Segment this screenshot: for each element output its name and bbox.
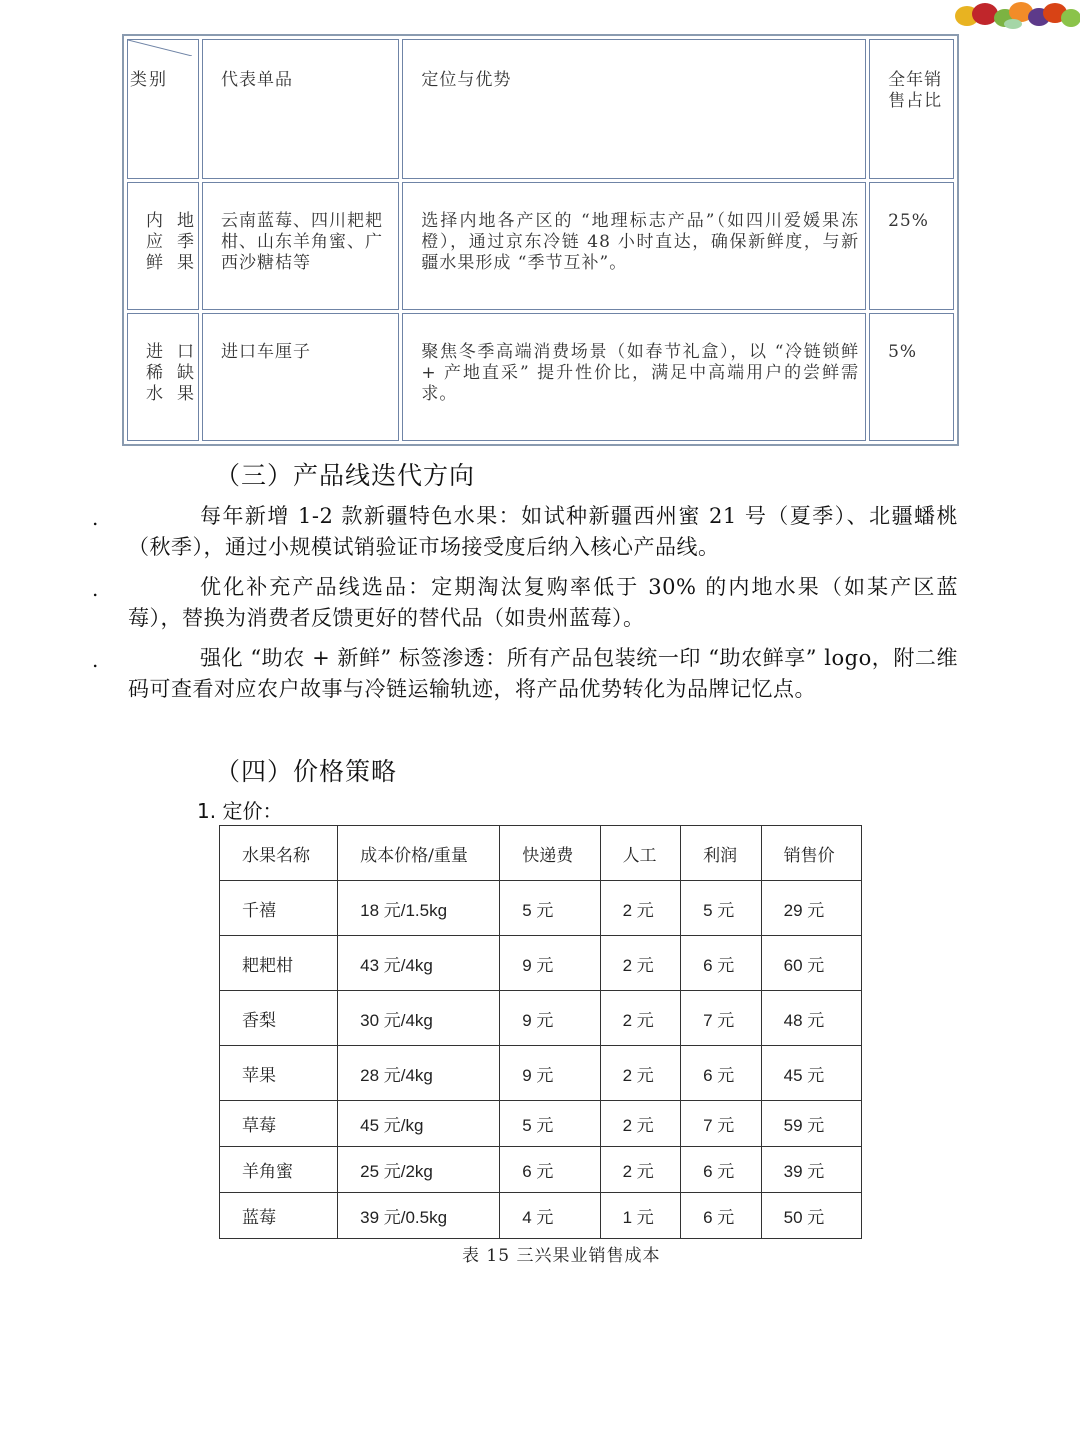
cell-sale-price: 60 元	[761, 936, 861, 991]
header-share: 全年销售占比	[869, 39, 954, 179]
cell-fruit: 苹果	[220, 1046, 338, 1101]
price-table	[219, 825, 862, 1239]
cell-profit: 6 元	[681, 1046, 762, 1101]
cell-fruit: 草莓	[220, 1101, 338, 1147]
cell-profit: 6 元	[681, 1193, 762, 1239]
cell-labor: 2 元	[600, 936, 681, 991]
price-table-header	[220, 826, 862, 881]
cell-cost: 25 元/2kg	[338, 1147, 500, 1193]
header-positioning: 定位与优势	[402, 39, 866, 179]
cell-fruit: 耙耙柑	[220, 936, 338, 991]
bullet-paragraph: 优化补充产品线选品：定期淘汰复购率低于 30% 的内地水果（如某产区蓝莓），替换为消费者反馈更好的替代品（如贵州蓝莓）。	[128, 575, 958, 630]
cell-labor: 2 元	[600, 991, 681, 1046]
cell-sale-price: 50 元	[761, 1193, 861, 1239]
bullet-paragraph: 强化 “助农 + 新鲜” 标签渗透：所有产品包装统一印 “助农鲜享” logo，附二维码可查看对应农户故事与冷链运输轨迹，将产品优势转化为品牌记忆点。	[128, 646, 958, 701]
bullet-paragraph: 每年新增 1-2 款新疆特色水果：如试种新疆西州蜜 21 号（夏季）、北疆蟠桃（秋季），通过小规模试销验证市场接受度后纳入核心产品线。	[128, 504, 958, 559]
pricing-subheading: 1. 定价：	[197, 799, 283, 823]
table-caption: 表 15 三兴果业销售成本	[462, 1246, 661, 1266]
table-header-row	[127, 39, 954, 179]
table-row	[220, 1147, 862, 1193]
cell-profit: 6 元	[681, 1147, 762, 1193]
cell-shipping: 5 元	[500, 881, 600, 936]
col-profit: 利润	[681, 826, 762, 881]
cell-labor: 1 元	[600, 1193, 681, 1239]
cell-fruit: 千禧	[220, 881, 338, 936]
row-category: 进口稀缺水果	[127, 313, 199, 441]
cell-shipping: 5 元	[500, 1101, 600, 1147]
header-items: 代表单品	[202, 39, 399, 179]
diagonal-line	[128, 40, 192, 56]
cell-sale-price: 39 元	[761, 1147, 861, 1193]
cell-labor: 2 元	[600, 881, 681, 936]
cell-cost: 45 元/kg	[338, 1101, 500, 1147]
cell-cost: 28 元/4kg	[338, 1046, 500, 1101]
col-cost: 成本价格/重量	[338, 826, 500, 881]
cell-profit: 5 元	[681, 881, 762, 936]
table-row	[220, 991, 862, 1046]
table-row	[220, 1193, 862, 1239]
cell-shipping: 9 元	[500, 991, 600, 1046]
col-sale-price: 销售价	[761, 826, 861, 881]
row-share: 25%	[869, 182, 954, 310]
table-row	[127, 313, 954, 441]
cell-profit: 6 元	[681, 936, 762, 991]
cell-cost: 39 元/0.5kg	[338, 1193, 500, 1239]
bullet-marker: .	[92, 648, 99, 672]
fruit-decoration-image	[955, 0, 1080, 30]
cell-cost: 43 元/4kg	[338, 936, 500, 991]
cell-sale-price: 48 元	[761, 991, 861, 1046]
bullet-marker: .	[92, 577, 99, 601]
cell-shipping: 9 元	[500, 936, 600, 991]
table-row	[220, 936, 862, 991]
cell-sale-price: 45 元	[761, 1046, 861, 1101]
cell-sale-price: 29 元	[761, 881, 861, 936]
cell-labor: 2 元	[600, 1101, 681, 1147]
product-category-table	[122, 34, 959, 446]
table-row	[127, 182, 954, 310]
table-row	[220, 881, 862, 936]
section-3-heading: （三）产品线迭代方向	[215, 461, 476, 490]
bullet-marker: .	[92, 506, 99, 530]
col-labor: 人工	[600, 826, 681, 881]
cell-cost: 18 元/1.5kg	[338, 881, 500, 936]
header-category	[127, 39, 199, 179]
row-items: 云南蓝莓、四川耙耙柑、山东羊角蜜、广西沙糖桔等	[202, 182, 399, 310]
header-category-label: 类别	[130, 70, 168, 90]
cell-profit: 7 元	[681, 991, 762, 1046]
cell-fruit: 羊角蜜	[220, 1147, 338, 1193]
col-shipping: 快递费	[500, 826, 600, 881]
section-4-heading: （四）价格策略	[215, 757, 398, 786]
row-share: 5%	[869, 313, 954, 441]
cell-shipping: 9 元	[500, 1046, 600, 1101]
row-items: 进口车厘子	[202, 313, 399, 441]
cell-shipping: 6 元	[500, 1147, 600, 1193]
cell-fruit: 香梨	[220, 991, 338, 1046]
cell-labor: 2 元	[600, 1147, 681, 1193]
col-fruit-name: 水果名称	[220, 826, 338, 881]
row-positioning: 选择内地各产区的 “地理标志产品”（如四川爱媛果冻橙），通过京东冷链 48 小时直达，确保新鲜度，与新疆水果形成 “季节互补”。	[402, 182, 866, 310]
cell-cost: 30 元/4kg	[338, 991, 500, 1046]
row-category: 内地应季鲜果	[127, 182, 199, 310]
row-positioning: 聚焦冬季高端消费场景（如春节礼盒），以 “冷链锁鲜 + 产地直采” 提升性价比，满足中高端用户的尝鲜需求。	[402, 313, 866, 441]
cell-profit: 7 元	[681, 1101, 762, 1147]
cell-sale-price: 59 元	[761, 1101, 861, 1147]
cell-labor: 2 元	[600, 1046, 681, 1101]
cell-fruit: 蓝莓	[220, 1193, 338, 1239]
table-row	[220, 1046, 862, 1101]
cell-shipping: 4 元	[500, 1193, 600, 1239]
table-row	[220, 1101, 862, 1147]
